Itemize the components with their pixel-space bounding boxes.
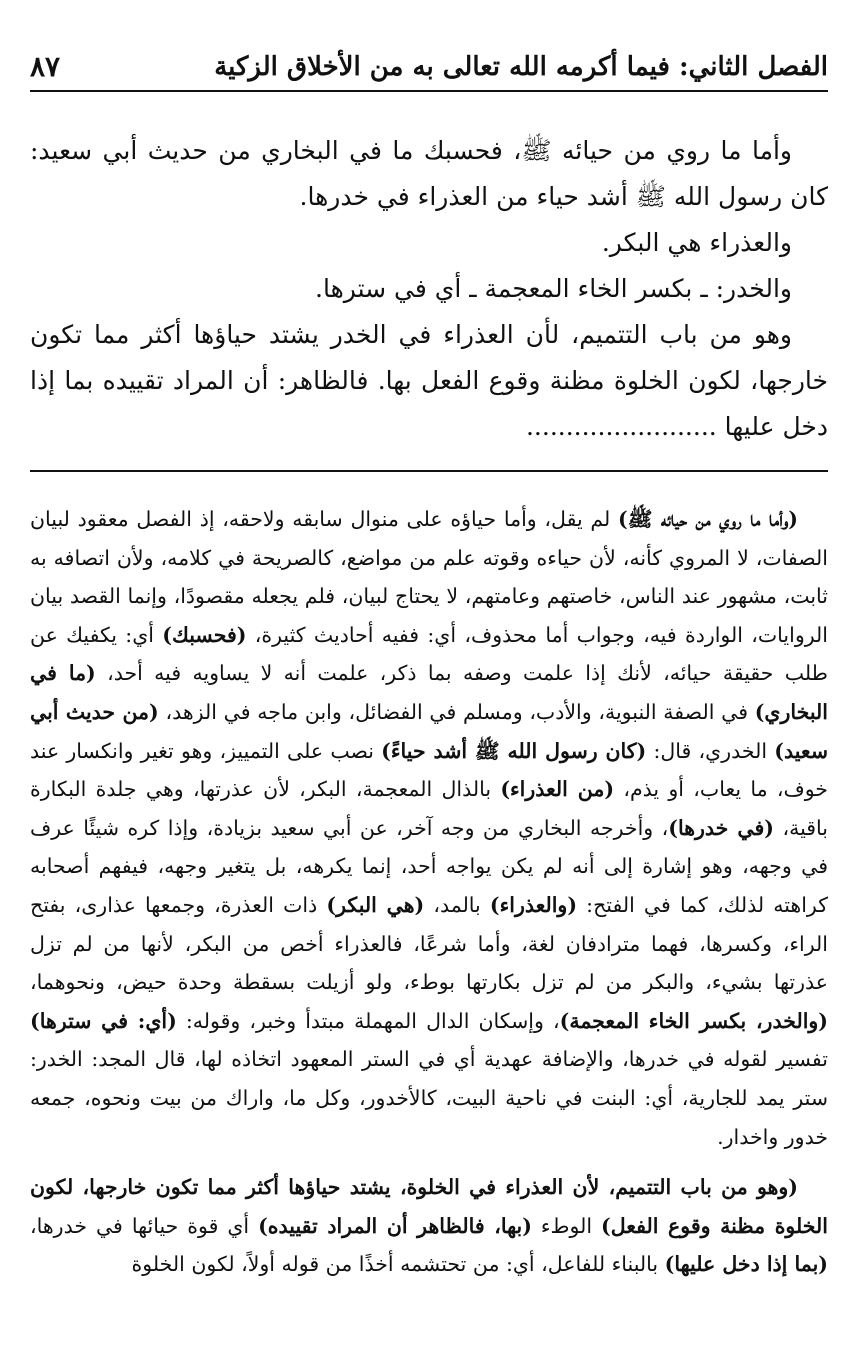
main-paragraph-hadith: وأما ما روي من حيائه ﷺ، فحسبك ما في البخاري من حديث أبي سعيد: كان رسول الله ﷺ أشد حياء من العذراء في خدرها.	[30, 136, 828, 211]
commentary-text: لم يقل، وأما حياؤه على منوال سابقه ولاحقه، إذ الفصل معقود لبيان الصفات، لا المروي كأنه، لأن حياءه وقوته علم من مواضع، كالصريحة في كلامه، ولأن اتصافه به ثابت، مشهور عند الناس، خاصتهم وعامتهم، لا يحتاج لبيان، فلم يجعله مقصودًا، وإنما القصد بيان الروايات، الواردة فيه، وجواب أما محذوف، أي: ففيه أحاديث كثيرة،	[30, 507, 828, 647]
commentary-text: الوطء	[531, 1213, 602, 1238]
bold-quote: (كان رسول الله ﷺ أشد حياءً)	[381, 738, 647, 763]
chapter-title: الفصل الثاني: فيما أكرمه الله تعالى به من الأخلاق الزكية	[214, 52, 828, 82]
commentary-text: أي: يكفيك عن طلب حقيقة حيائه، لأنك إذا علمت وصفه بما ذكر، علمت أنه لا يساويه فيه أحد،	[30, 622, 828, 686]
commentary-text: تفسير لقوله في خدرها، والإضافة عهدية أي في الستر المعهود اتخاذه لها، قال المجد: الخدر: ستر يمد للجارية، أي: البنت في ناحية البيت، كالأخدور، وكل ما، واراك من بيت ونحوه، جمعه خدور واخدار.	[30, 1047, 828, 1149]
commentary-text: ، وإسكان الدال المهملة مبتدأ وخبر، وقوله:	[176, 1008, 560, 1033]
commentary-text: بالذال المعجمة، البكر، لأن عذرتها، وهي جلدة البكارة باقية،	[30, 777, 829, 840]
bold-quote: (أي: في سترها)	[30, 1008, 177, 1033]
bold-quote: (والعذراء)	[489, 892, 578, 917]
commentary-text: الخدري، قال:	[646, 738, 775, 763]
commentary	[30, 500, 828, 1284]
bold-quote: (فحسبك)	[162, 622, 247, 647]
bold-quote: (من حديث أبي سعيد)	[30, 699, 828, 763]
bold-quote: (بها، فالظاهر أن المراد تقييده)	[258, 1213, 532, 1238]
main-paragraph-khidr: والخدر: ـ بكسر الخاء المعجمة ـ أي في سترها.	[315, 274, 792, 303]
page-number: ٨٧	[30, 50, 61, 83]
commentary-text: ، وأخرجه البخاري من وجه آخر، عن أبي سعيد بزيادة، وإذا كره شيئًا عرف في وجهه، وهو إشارة إلى أنه لم يكن يواجه أحد، إنما يكرهه، بل يتغير وجهه، فيفهم أصحابه كراهته لذلك، كما في الفتح:	[30, 815, 828, 917]
bold-quote: (والخدر، بكسر الخاء المعجمة)	[559, 1008, 828, 1033]
main-text	[30, 128, 828, 450]
commentary-text: أي قوة حيائها في خدرها،	[30, 1213, 259, 1238]
bold-quote: (وهو من باب التتميم، لأن العذراء في الخلوة، يشتد حياؤها أكثر مما تكون خارجها، لكون الخلوة مظنة وقوع الفعل)	[30, 1175, 828, 1238]
bold-quote: (وأما ما روي من حيائه ﷺ)	[618, 507, 798, 531]
commentary-text: بالبناء للفاعل، أي: من تحتشمه أخذًا من قوله أولاً، لكون الخلوة	[131, 1252, 665, 1277]
commentary-text: في الصفة النبوية، والأدب، ومسلم في الفضائل، وابن ماجه في الزهد،	[158, 699, 755, 724]
commentary-text: بالمد،	[424, 892, 490, 917]
commentary-paragraph-1	[30, 500, 828, 1156]
section-divider	[30, 470, 828, 472]
bold-quote: (من العذراء)	[500, 777, 615, 802]
commentary-text: نصب على التمييز، وهو تغير وانكسار عند خوف، ما يعاب، أو يذم،	[30, 738, 828, 802]
commentary-text: ذات العذرة، وجمعها عذارى، بفتح الراء، وكسرها، فهما مترادفان لغة، وأما شرعًا، فالعذراء أخص من البكر، لأنها من لم تزل عذرتها بشيء، والبكر من لم تزل بكارتها بوطء، ولو أزيلت بسقطة وحدة حيض، ونحوهما،	[30, 892, 828, 995]
page-header	[30, 46, 828, 92]
bold-quote: (ما في البخاري)	[30, 661, 828, 724]
bold-quote: (بما إذا دخل عليها)	[664, 1252, 828, 1277]
main-paragraph-tatmim: وهو من باب التتميم، لأن العذراء في الخدر يشتد حياؤها أكثر مما تكون خارجها، لكون الخلوة مظنة وقوع الفعل بها. فالظاهر: أن المراد تقييده بما إذا دخل عليها ........................	[30, 320, 828, 441]
bold-quote: (هي البكر)	[326, 892, 425, 917]
bold-quote: (في خدرها)	[668, 815, 775, 840]
commentary-paragraph-2	[30, 1168, 828, 1284]
main-paragraph-virgin: والعذراء هي البكر.	[601, 228, 792, 257]
